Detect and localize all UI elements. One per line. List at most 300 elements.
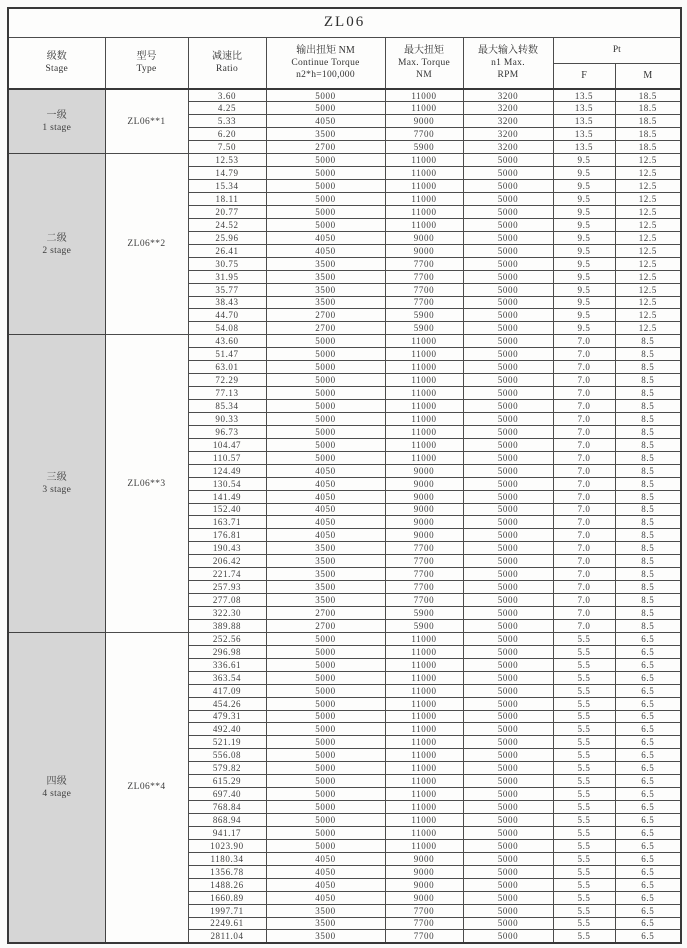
- rpm-cell: 5000: [463, 568, 553, 581]
- rpm-cell: 5000: [463, 490, 553, 503]
- rpm-cell: 5000: [463, 205, 553, 218]
- pt-f-cell: 7.0: [553, 361, 615, 374]
- continue-torque-cell: 5000: [266, 193, 385, 206]
- pt-f-cell: 13.5: [553, 115, 615, 128]
- max-torque-cell: 5900: [385, 619, 463, 632]
- pt-m-cell: 12.5: [615, 231, 681, 244]
- max-torque-cell: 7700: [385, 283, 463, 296]
- pt-m-cell: 6.5: [615, 684, 681, 697]
- col-header-continue-torque: [266, 37, 385, 89]
- pt-m-cell: 6.5: [615, 801, 681, 814]
- rpm-cell: 5000: [463, 762, 553, 775]
- pt-f-cell: 5.5: [553, 736, 615, 749]
- continue-torque-cell: 5000: [266, 762, 385, 775]
- max-torque-cell: 11000: [385, 451, 463, 464]
- pt-f-cell: 9.5: [553, 270, 615, 283]
- rpm-cell: 5000: [463, 438, 553, 451]
- ratio-cell: 556.08: [188, 749, 266, 762]
- continue-torque-cell: 3500: [266, 904, 385, 917]
- pt-f-cell: 7.0: [553, 477, 615, 490]
- pt-m-cell: 6.5: [615, 852, 681, 865]
- max-torque-cell: 9000: [385, 464, 463, 477]
- continue-torque-cell: 5000: [266, 632, 385, 645]
- ratio-cell: 130.54: [188, 477, 266, 490]
- pt-m-cell: 12.5: [615, 218, 681, 231]
- pt-m-cell: 6.5: [615, 645, 681, 658]
- continue-torque-cell: 3500: [266, 257, 385, 270]
- max-torque-cell: 9000: [385, 878, 463, 891]
- rpm-cell: 5000: [463, 154, 553, 167]
- rpm-cell: 5000: [463, 244, 553, 257]
- rpm-cell: 5000: [463, 826, 553, 839]
- rpm-cell: 5000: [463, 594, 553, 607]
- max-torque-cell: 11000: [385, 658, 463, 671]
- pt-m-cell: 18.5: [615, 102, 681, 115]
- max-torque-cell: 7700: [385, 296, 463, 309]
- spec-table: [7, 7, 682, 944]
- col-header-max-input: [463, 37, 553, 89]
- max-torque-cell: 5900: [385, 607, 463, 620]
- rpm-cell: 5000: [463, 309, 553, 322]
- ratio-cell: 30.75: [188, 257, 266, 270]
- max-torque-cell: 11000: [385, 400, 463, 413]
- rpm-cell: 5000: [463, 529, 553, 542]
- rpm-cell: 5000: [463, 516, 553, 529]
- ratio-cell: 110.57: [188, 451, 266, 464]
- ratio-cell: 252.56: [188, 632, 266, 645]
- ratio-cell: 296.98: [188, 645, 266, 658]
- continue-torque-cell: 4050: [266, 490, 385, 503]
- max-torque-cell: 11000: [385, 736, 463, 749]
- max-torque-cell: 11000: [385, 348, 463, 361]
- continue-torque-cell: 5000: [266, 425, 385, 438]
- pt-m-cell: 6.5: [615, 891, 681, 904]
- pt-f-cell: 9.5: [553, 296, 615, 309]
- pt-f-cell: 7.0: [553, 594, 615, 607]
- rpm-cell: 3200: [463, 141, 553, 154]
- ratio-cell: 104.47: [188, 438, 266, 451]
- pt-f-cell: 7.0: [553, 400, 615, 413]
- max-torque-cell: 11000: [385, 632, 463, 645]
- max-torque-cell: 7700: [385, 542, 463, 555]
- continue-torque-cell: 5000: [266, 387, 385, 400]
- col-header-max-torque-zh: 最大扭矩: [404, 45, 444, 57]
- continue-torque-cell: 5000: [266, 749, 385, 762]
- continue-torque-cell: 5000: [266, 205, 385, 218]
- ratio-cell: 72.29: [188, 374, 266, 387]
- rpm-cell: 5000: [463, 632, 553, 645]
- pt-m-cell: 6.5: [615, 865, 681, 878]
- ratio-cell: 6.20: [188, 128, 266, 141]
- ratio-cell: 221.74: [188, 568, 266, 581]
- continue-torque-cell: 3500: [266, 594, 385, 607]
- pt-m-cell: 6.5: [615, 632, 681, 645]
- ratio-cell: 5.33: [188, 115, 266, 128]
- continue-torque-cell: 5000: [266, 801, 385, 814]
- pt-m-cell: 12.5: [615, 167, 681, 180]
- rpm-cell: 5000: [463, 387, 553, 400]
- continue-torque-cell: 2700: [266, 619, 385, 632]
- pt-m-cell: 6.5: [615, 839, 681, 852]
- rpm-cell: 3200: [463, 102, 553, 115]
- pt-f-cell: 7.0: [553, 464, 615, 477]
- ratio-cell: 868.94: [188, 814, 266, 827]
- max-torque-cell: 11000: [385, 387, 463, 400]
- pt-m-cell: 12.5: [615, 154, 681, 167]
- max-torque-cell: 9000: [385, 490, 463, 503]
- rpm-cell: 5000: [463, 167, 553, 180]
- ratio-cell: 18.11: [188, 193, 266, 206]
- pt-m-cell: 6.5: [615, 788, 681, 801]
- ratio-cell: 4.25: [188, 102, 266, 115]
- ratio-cell: 697.40: [188, 788, 266, 801]
- rpm-cell: 5000: [463, 930, 553, 943]
- col-header-pt-f: F: [553, 63, 615, 89]
- stage-label-zh: 二级: [46, 232, 68, 244]
- pt-m-cell: 12.5: [615, 296, 681, 309]
- rpm-cell: 5000: [463, 607, 553, 620]
- pt-f-cell: 5.5: [553, 852, 615, 865]
- pt-f-cell: 13.5: [553, 128, 615, 141]
- ratio-cell: 31.95: [188, 270, 266, 283]
- max-torque-cell: 5900: [385, 322, 463, 335]
- col-header-max-input-zh: 最大输入转数: [478, 45, 538, 57]
- max-torque-cell: 11000: [385, 412, 463, 425]
- pt-m-cell: 6.5: [615, 697, 681, 710]
- col-header-max-input-en: n1 Max.: [491, 58, 525, 69]
- continue-torque-cell: 5000: [266, 167, 385, 180]
- ratio-cell: 322.30: [188, 607, 266, 620]
- type-cell: ZL06**3: [105, 335, 188, 633]
- max-torque-cell: 9000: [385, 516, 463, 529]
- pt-f-cell: 5.5: [553, 891, 615, 904]
- pt-f-cell: 7.0: [553, 374, 615, 387]
- type-cell: ZL06**2: [105, 154, 188, 335]
- pt-f-cell: 7.0: [553, 607, 615, 620]
- pt-m-cell: 8.5: [615, 490, 681, 503]
- pt-m-cell: 6.5: [615, 878, 681, 891]
- continue-torque-cell: 2700: [266, 141, 385, 154]
- pt-m-cell: 8.5: [615, 348, 681, 361]
- stage-label-en: 2 stage: [42, 245, 72, 256]
- ratio-cell: 25.96: [188, 231, 266, 244]
- pt-m-cell: 6.5: [615, 775, 681, 788]
- max-torque-cell: 11000: [385, 775, 463, 788]
- table-body: [8, 89, 681, 943]
- continue-torque-cell: 4050: [266, 878, 385, 891]
- pt-f-cell: 9.5: [553, 218, 615, 231]
- ratio-cell: 363.54: [188, 671, 266, 684]
- ratio-cell: 389.88: [188, 619, 266, 632]
- ratio-cell: 277.08: [188, 594, 266, 607]
- continue-torque-cell: 3500: [266, 555, 385, 568]
- pt-m-cell: 12.5: [615, 244, 681, 257]
- col-header-max-torque-unit: NM: [416, 70, 432, 81]
- pt-f-cell: 9.5: [553, 283, 615, 296]
- pt-m-cell: 6.5: [615, 904, 681, 917]
- col-header-continue-torque-zh: 输出扭矩 NM: [296, 45, 355, 57]
- pt-f-cell: 5.5: [553, 839, 615, 852]
- rpm-cell: 5000: [463, 878, 553, 891]
- max-torque-cell: 7700: [385, 555, 463, 568]
- max-torque-cell: 11000: [385, 814, 463, 827]
- ratio-cell: 521.19: [188, 736, 266, 749]
- ratio-cell: 43.60: [188, 335, 266, 348]
- pt-f-cell: 5.5: [553, 658, 615, 671]
- ratio-cell: 454.26: [188, 697, 266, 710]
- pt-m-cell: 8.5: [615, 425, 681, 438]
- continue-torque-cell: 2700: [266, 322, 385, 335]
- ratio-cell: 417.09: [188, 684, 266, 697]
- ratio-cell: 336.61: [188, 658, 266, 671]
- col-header-pt-m: M: [615, 63, 681, 89]
- col-header-continue-torque-note: n2*h=100,000: [296, 70, 355, 81]
- pt-m-cell: 8.5: [615, 503, 681, 516]
- title-row: [8, 8, 681, 37]
- col-header-max-input-unit: RPM: [497, 70, 519, 81]
- continue-torque-cell: 4050: [266, 231, 385, 244]
- pt-f-cell: 13.5: [553, 89, 615, 102]
- continue-torque-cell: 5000: [266, 658, 385, 671]
- pt-f-cell: 9.5: [553, 257, 615, 270]
- pt-m-cell: 18.5: [615, 89, 681, 102]
- ratio-cell: 190.43: [188, 542, 266, 555]
- stage-cell: [8, 632, 105, 943]
- continue-torque-cell: 4050: [266, 529, 385, 542]
- pt-m-cell: 18.5: [615, 115, 681, 128]
- ratio-cell: 1023.90: [188, 839, 266, 852]
- max-torque-cell: 11000: [385, 684, 463, 697]
- pt-m-cell: 6.5: [615, 723, 681, 736]
- max-torque-cell: 7700: [385, 930, 463, 943]
- rpm-cell: 5000: [463, 464, 553, 477]
- stage-label-zh: 一级: [46, 110, 68, 122]
- rpm-cell: 5000: [463, 645, 553, 658]
- table-row: [8, 89, 681, 102]
- ratio-cell: 206.42: [188, 555, 266, 568]
- table-row: [8, 632, 681, 645]
- pt-m-cell: 8.5: [615, 412, 681, 425]
- pt-f-cell: 7.0: [553, 581, 615, 594]
- pt-m-cell: 6.5: [615, 749, 681, 762]
- ratio-cell: 85.34: [188, 400, 266, 413]
- max-torque-cell: 7700: [385, 257, 463, 270]
- ratio-cell: 492.40: [188, 723, 266, 736]
- pt-m-cell: 8.5: [615, 477, 681, 490]
- rpm-cell: 5000: [463, 270, 553, 283]
- ratio-cell: 768.84: [188, 801, 266, 814]
- pt-f-cell: 5.5: [553, 749, 615, 762]
- ratio-cell: 124.49: [188, 464, 266, 477]
- pt-f-cell: 9.5: [553, 322, 615, 335]
- rpm-cell: 5000: [463, 555, 553, 568]
- pt-f-cell: 5.5: [553, 814, 615, 827]
- rpm-cell: 5000: [463, 296, 553, 309]
- ratio-cell: 615.29: [188, 775, 266, 788]
- pt-m-cell: 12.5: [615, 205, 681, 218]
- max-torque-cell: 9000: [385, 529, 463, 542]
- continue-torque-cell: 5000: [266, 826, 385, 839]
- pt-f-cell: 5.5: [553, 671, 615, 684]
- ratio-cell: 26.41: [188, 244, 266, 257]
- pt-m-cell: 8.5: [615, 516, 681, 529]
- col-header-max-torque-en: Max. Torque: [397, 58, 451, 69]
- stage-label-zh: 三级: [46, 472, 68, 484]
- pt-f-cell: 9.5: [553, 205, 615, 218]
- ratio-cell: 14.79: [188, 167, 266, 180]
- col-header-stage-en: Stage: [45, 64, 69, 75]
- pt-m-cell: 12.5: [615, 180, 681, 193]
- continue-torque-cell: 3500: [266, 128, 385, 141]
- stage-label-en: 3 stage: [42, 485, 72, 496]
- ratio-cell: 38.43: [188, 296, 266, 309]
- rpm-cell: 5000: [463, 283, 553, 296]
- max-torque-cell: 11000: [385, 749, 463, 762]
- max-torque-cell: 9000: [385, 115, 463, 128]
- continue-torque-cell: 5000: [266, 438, 385, 451]
- continue-torque-cell: 2700: [266, 309, 385, 322]
- pt-m-cell: 6.5: [615, 814, 681, 827]
- rpm-cell: 5000: [463, 671, 553, 684]
- col-header-type-en: Type: [136, 64, 157, 75]
- rpm-cell: 5000: [463, 542, 553, 555]
- rpm-cell: 5000: [463, 749, 553, 762]
- ratio-cell: 20.77: [188, 205, 266, 218]
- pt-f-cell: 5.5: [553, 632, 615, 645]
- continue-torque-cell: 5000: [266, 102, 385, 115]
- continue-torque-cell: 5000: [266, 736, 385, 749]
- pt-m-cell: 18.5: [615, 141, 681, 154]
- continue-torque-cell: 5000: [266, 684, 385, 697]
- pt-f-cell: 5.5: [553, 788, 615, 801]
- rpm-cell: 5000: [463, 335, 553, 348]
- max-torque-cell: 11000: [385, 645, 463, 658]
- max-torque-cell: 11000: [385, 154, 463, 167]
- continue-torque-cell: 3500: [266, 917, 385, 930]
- continue-torque-cell: 3500: [266, 568, 385, 581]
- pt-f-cell: 5.5: [553, 697, 615, 710]
- pt-m-cell: 18.5: [615, 128, 681, 141]
- continue-torque-cell: 5000: [266, 154, 385, 167]
- pt-m-cell: 6.5: [615, 710, 681, 723]
- max-torque-cell: 11000: [385, 193, 463, 206]
- table-row: [8, 335, 681, 348]
- pt-f-cell: 7.0: [553, 335, 615, 348]
- continue-torque-cell: 5000: [266, 697, 385, 710]
- max-torque-cell: 11000: [385, 425, 463, 438]
- pt-f-cell: 5.5: [553, 917, 615, 930]
- pt-f-cell: 5.5: [553, 684, 615, 697]
- ratio-cell: 96.73: [188, 425, 266, 438]
- max-torque-cell: 7700: [385, 128, 463, 141]
- rpm-cell: 5000: [463, 904, 553, 917]
- ratio-cell: 152.40: [188, 503, 266, 516]
- pt-f-cell: 5.5: [553, 645, 615, 658]
- rpm-cell: 5000: [463, 723, 553, 736]
- max-torque-cell: 11000: [385, 723, 463, 736]
- continue-torque-cell: 5000: [266, 645, 385, 658]
- ratio-cell: 141.49: [188, 490, 266, 503]
- ratio-cell: 479.31: [188, 710, 266, 723]
- continue-torque-cell: 4050: [266, 477, 385, 490]
- stage-label-en: 4 stage: [42, 788, 72, 799]
- pt-m-cell: 8.5: [615, 387, 681, 400]
- pt-m-cell: 8.5: [615, 555, 681, 568]
- rpm-cell: 5000: [463, 322, 553, 335]
- max-torque-cell: 7700: [385, 581, 463, 594]
- ratio-cell: 77.13: [188, 387, 266, 400]
- max-torque-cell: 11000: [385, 374, 463, 387]
- ratio-cell: 15.34: [188, 180, 266, 193]
- max-torque-cell: 9000: [385, 865, 463, 878]
- continue-torque-cell: 3500: [266, 581, 385, 594]
- type-cell: ZL06**4: [105, 632, 188, 943]
- pt-f-cell: 5.5: [553, 826, 615, 839]
- continue-torque-cell: 4050: [266, 865, 385, 878]
- ratio-cell: 176.81: [188, 529, 266, 542]
- rpm-cell: 5000: [463, 374, 553, 387]
- pt-m-cell: 8.5: [615, 464, 681, 477]
- continue-torque-cell: 5000: [266, 723, 385, 736]
- col-header-ratio-en: Ratio: [215, 64, 239, 75]
- rpm-cell: 3200: [463, 128, 553, 141]
- continue-torque-cell: 5000: [266, 788, 385, 801]
- ratio-cell: 579.82: [188, 762, 266, 775]
- ratio-cell: 1356.78: [188, 865, 266, 878]
- pt-m-cell: 8.5: [615, 594, 681, 607]
- rpm-cell: 5000: [463, 451, 553, 464]
- pt-m-cell: 12.5: [615, 257, 681, 270]
- pt-m-cell: 8.5: [615, 581, 681, 594]
- continue-torque-cell: 4050: [266, 115, 385, 128]
- ratio-cell: 1997.71: [188, 904, 266, 917]
- pt-m-cell: 8.5: [615, 542, 681, 555]
- rpm-cell: 5000: [463, 736, 553, 749]
- continue-torque-cell: 5000: [266, 180, 385, 193]
- rpm-cell: 5000: [463, 348, 553, 361]
- max-torque-cell: 11000: [385, 205, 463, 218]
- continue-torque-cell: 4050: [266, 891, 385, 904]
- pt-m-cell: 6.5: [615, 917, 681, 930]
- ratio-cell: 12.53: [188, 154, 266, 167]
- max-torque-cell: 11000: [385, 438, 463, 451]
- continue-torque-cell: 5000: [266, 710, 385, 723]
- pt-f-cell: 5.5: [553, 710, 615, 723]
- continue-torque-cell: 4050: [266, 244, 385, 257]
- pt-m-cell: 12.5: [615, 283, 681, 296]
- pt-m-cell: 6.5: [615, 826, 681, 839]
- rpm-cell: 3200: [463, 89, 553, 102]
- pt-f-cell: 9.5: [553, 231, 615, 244]
- pt-m-cell: 12.5: [615, 309, 681, 322]
- pt-f-cell: 7.0: [553, 490, 615, 503]
- rpm-cell: 5000: [463, 218, 553, 231]
- pt-m-cell: 8.5: [615, 400, 681, 413]
- rpm-cell: 5000: [463, 788, 553, 801]
- col-header-pt: Pt: [553, 37, 681, 63]
- stage-cell: [8, 154, 105, 335]
- pt-m-cell: 12.5: [615, 270, 681, 283]
- type-cell: ZL06**1: [105, 89, 188, 154]
- rpm-cell: 5000: [463, 180, 553, 193]
- page-title: ZL06: [8, 8, 681, 37]
- max-torque-cell: 11000: [385, 762, 463, 775]
- max-torque-cell: 11000: [385, 839, 463, 852]
- continue-torque-cell: 5000: [266, 451, 385, 464]
- continue-torque-cell: 5000: [266, 361, 385, 374]
- rpm-cell: 5000: [463, 231, 553, 244]
- rpm-cell: 5000: [463, 503, 553, 516]
